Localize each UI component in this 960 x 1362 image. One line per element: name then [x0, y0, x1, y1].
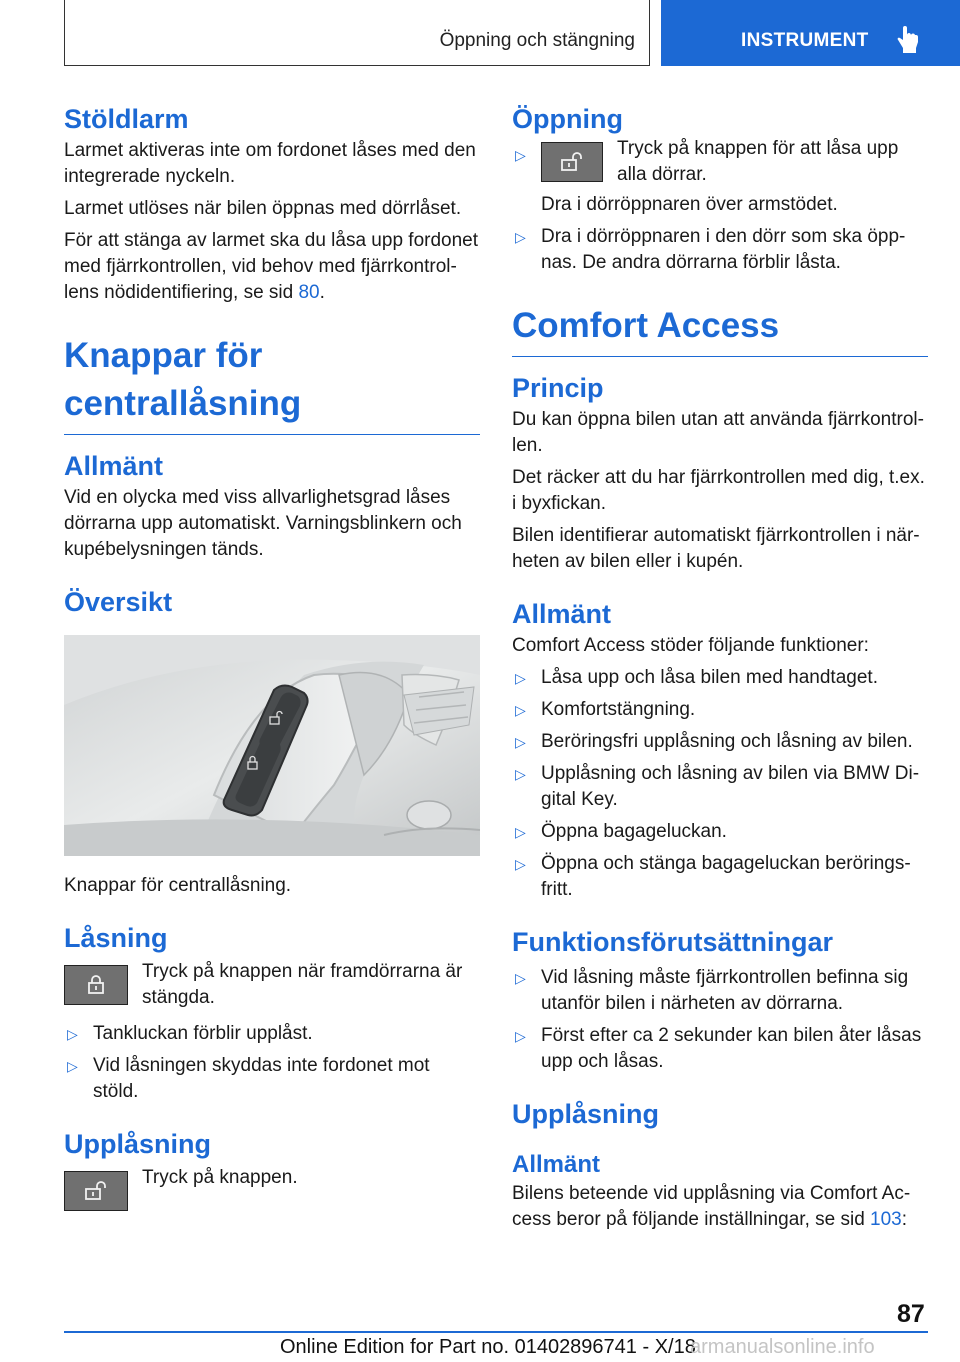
list-item-text: Låsa upp och låsa bilen med handtaget. — [541, 667, 878, 688]
unlock-button-image — [64, 1171, 128, 1211]
allmant-intro: Comfort Access stöder följande funktioner: — [512, 635, 869, 656]
oppning-list — [512, 138, 928, 276]
allmant-paragraph: Vid en olycka med viss allvarlighetsgrad låses dörrarna upp automatiskt. Varningsblinkern och kupébelysningen tänds. — [64, 487, 462, 560]
triangle-bullet-icon: ▷ — [515, 824, 526, 840]
upplasning-p-end: : — [901, 1209, 908, 1230]
page-link-103[interactable]: 103 — [870, 1209, 902, 1230]
triangle-bullet-icon: ▷ — [515, 856, 526, 872]
padlock-closed-icon — [87, 975, 105, 995]
triangle-bullet-icon: ▷ — [515, 147, 526, 163]
allmant-heading: Allmänt — [64, 451, 164, 481]
list-item — [64, 1021, 480, 1047]
upplasning-p-text: Bilens beteende vid upplåsning via Comfort Ac‐cess beror på följande inställningar, se sid — [512, 1183, 911, 1230]
stoldlarm-paragraph-1: Larmet aktiveras inte om fordonet låses med den integrerade nyckeln. — [64, 140, 476, 187]
padlock-open-icon — [85, 1181, 107, 1201]
photo-caption: Knappar för centrallåsning. — [64, 875, 292, 896]
footer-rule — [64, 1331, 928, 1333]
triangle-bullet-icon: ▷ — [515, 970, 526, 986]
stoldlarm-paragraph-2: Larmet utlöses när bilen öppnas med dörrlåset. — [64, 198, 462, 219]
upplasning-heading: Upplåsning — [64, 1129, 211, 1159]
list-item-text: Först efter ca 2 sekunder kan bilen åter låsas upp och låsas. — [541, 1025, 922, 1072]
hand-pointer-icon — [897, 26, 919, 54]
tab-instrument[interactable] — [661, 0, 960, 66]
tab-instrument-label: INSTRUMENT — [741, 30, 869, 51]
triangle-bullet-icon: ▷ — [515, 670, 526, 686]
padlock-open-icon — [561, 152, 583, 172]
triangle-bullet-icon: ▷ — [515, 229, 526, 245]
list-item — [512, 224, 928, 276]
unlock-button-image — [541, 142, 603, 182]
watermark: armanualsonline.info — [690, 1336, 875, 1358]
lock-button-image — [64, 965, 128, 1005]
princip-paragraph-1: Du kan öppna bilen utan att använda fjärrkontrol‐len. — [512, 409, 924, 456]
oppning-button-text: Tryck på knappen för att låsa upp alla dörrar. — [617, 138, 899, 185]
princip-paragraph-3: Bilen identifierar automatiskt fjärrkontrollen i när‐heten av bilen eller i kupén. — [512, 525, 920, 572]
knappar-heading: Knappar för centrallåsning — [64, 332, 480, 435]
section-title: Öppning och stängning — [439, 30, 635, 51]
page-link-80[interactable]: 80 — [298, 282, 320, 303]
stoldlarm-p3-text: För att stänga av larmet ska du låsa upp fordonet med fjärrkontrollen, vid behov med fjärrkontrol‐lens nödidentifiering, se sid — [64, 230, 479, 303]
triangle-bullet-icon: ▷ — [515, 702, 526, 718]
funk-bullet-list — [512, 965, 928, 1075]
list-item-text: Dra i dörröppnaren i den dörr som ska öpp‐nas. De andra dörrarna förblir låsta. — [541, 226, 906, 273]
list-item-text: Öppna och stänga bagageluckan berörings‐fritt. — [541, 853, 911, 900]
header-section-box — [64, 0, 650, 66]
list-item — [512, 761, 928, 813]
upplasning-text: Tryck på knappen. — [142, 1167, 298, 1188]
list-item — [512, 1023, 928, 1075]
funktionsforutsattningar-heading: Funktionsförutsättningar — [512, 927, 833, 957]
list-item-text: Vid låsning måste fjärrkontrollen befinna sig utanför bilen i närheten av dörrarna. — [541, 967, 909, 1014]
upplasning-paragraph — [512, 1181, 928, 1233]
upplasning-allmant-subheading: Allmänt — [512, 1151, 601, 1178]
oppning-button-row — [541, 138, 928, 188]
stoldlarm-heading: Stöldlarm — [64, 104, 189, 134]
stoldlarm-p3-end: . — [319, 282, 325, 303]
stoldlarm-paragraph-3 — [64, 228, 480, 306]
triangle-bullet-icon: ▷ — [67, 1026, 78, 1042]
lasning-bullet-list — [64, 1021, 480, 1105]
lasning-heading: Låsning — [64, 923, 168, 953]
allmant-bullet-list — [512, 665, 928, 903]
allmant-heading-2: Allmänt — [512, 599, 612, 629]
list-item — [512, 729, 928, 755]
list-item-text: Beröringsfri upplåsning och låsning av bilen. — [541, 731, 913, 752]
princip-paragraph-2: Det räcker att du har fjärrkontrollen med dig, t.ex. i byxfickan. — [512, 467, 925, 514]
lock-button-row — [64, 961, 480, 1011]
list-item — [512, 965, 928, 1017]
list-item-text: Upplåsning och låsning av bilen via BMW Di‐gital Key. — [541, 763, 920, 810]
list-item — [512, 138, 928, 218]
footer-edition: Online Edition for Part no. 01402896741 - X/18 — [280, 1336, 696, 1358]
door-lock-buttons-photo — [64, 635, 480, 856]
list-item — [512, 851, 928, 903]
triangle-bullet-icon: ▷ — [515, 766, 526, 782]
upplasning-heading-2: Upplåsning — [512, 1099, 659, 1129]
oversikt-heading: Översikt — [64, 587, 173, 617]
unlock-button-row — [64, 1167, 480, 1211]
triangle-bullet-icon: ▷ — [515, 1028, 526, 1044]
triangle-bullet-icon: ▷ — [515, 734, 526, 750]
lasning-text: Tryck på knappen när framdörrarna är stängda. — [142, 961, 463, 1008]
oppning-followup: Dra i dörröppnaren över armstödet. — [541, 194, 838, 215]
list-item-text: Tankluckan förblir upplåst. — [93, 1023, 313, 1044]
comfort-access-heading: Comfort Access — [512, 302, 928, 357]
list-item-text: Vid låsningen skyddas inte fordonet mot stöld. — [93, 1055, 430, 1102]
list-item-text: Öppna bagageluckan. — [541, 821, 727, 842]
left-column — [64, 100, 480, 1221]
list-item-text: Komfortstängning. — [541, 699, 696, 720]
list-item — [512, 697, 928, 723]
triangle-bullet-icon: ▷ — [67, 1058, 78, 1074]
list-item — [512, 819, 928, 845]
right-column — [512, 100, 928, 1239]
list-item — [512, 665, 928, 691]
oppning-heading: Öppning — [512, 104, 623, 134]
list-item — [64, 1053, 480, 1105]
princip-heading: Princip — [512, 373, 604, 403]
page-number: 87 — [897, 1300, 925, 1328]
